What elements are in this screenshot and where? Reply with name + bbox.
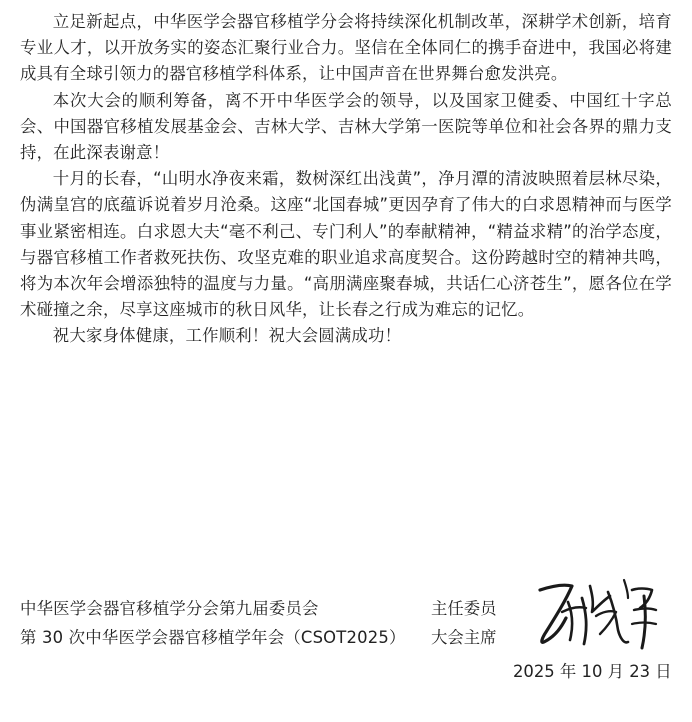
letter-body xyxy=(20,9,672,350)
role-congress-president: 大会主席 xyxy=(431,628,497,647)
paragraph-wishes: 祝大家身体健康，工作顺利！祝大会圆满成功！ xyxy=(52,326,402,346)
letter-date: 2025 年 10 月 23 日 xyxy=(513,662,672,681)
paragraph-outlook: 立足新起点，中华医学会器官移植学分会将持续深化机制改革，深耕学术创新，培育专业人才，以开放务实的姿态汇聚行业合力。坚信在全体同仁的携手奋进中，我国必将建成具有全球引领力的器官移植学科体系，让中国声音在世界舞台愈发洪亮。 xyxy=(20,12,672,84)
organization-congress: 第 30 次中华医学会器官移植学年会（CSOT2025） xyxy=(20,628,406,647)
paragraph-changchun: 十月的长春，“山明水净夜来霜，数树深红出浅黄”，净月潭的清波映照着层林尽染，伪满皇宫的底蕴诉说着岁月沧桑。这座“北国春城”更因孕育了伟大的白求恩精神而与医学事业紧密相连。白求恩大夫“毫不利己、专门利人”的奉献精神，“精益求精”的治学态度，与器官移植工作者救死扶伤、攻坚克难的职业追求高度契合。这份跨越时空的精神共鸣，将为本次年会增添独特的温度与力量。“高朋满座聚春城，共话仁心济苍生”，愿各位在学术碰撞之余，尽享这座城市的秋日风华，让长春之行成为难忘的记忆。 xyxy=(20,169,672,320)
handwritten-signature xyxy=(532,572,664,656)
paragraph-acknowledgement: 本次大会的顺利筹备，离不开中华医学会的领导，以及国家卫健委、中国红十字总会、中国器官移植发展基金会、吉林大学、吉林大学第一医院等单位和社会各界的鼎力支持，在此深表谢意！ xyxy=(20,90,672,163)
role-chairman: 主任委员 xyxy=(431,599,497,618)
letter-closing xyxy=(20,586,672,706)
organization-committee: 中华医学会器官移植学分会第九届委员会 xyxy=(20,599,319,618)
